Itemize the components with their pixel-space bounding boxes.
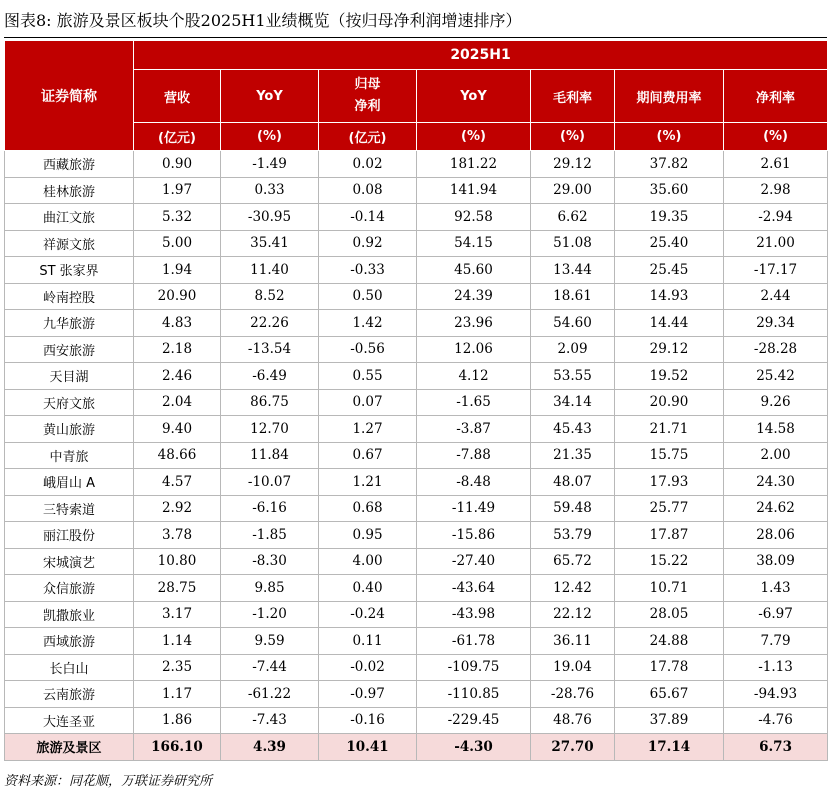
value-cell: -4.76 bbox=[724, 707, 828, 734]
value-cell: 1.97 bbox=[134, 177, 221, 204]
value-cell: 2.35 bbox=[134, 654, 221, 681]
value-cell: 0.33 bbox=[221, 177, 319, 204]
value-cell: 0.11 bbox=[319, 628, 417, 655]
value-cell: 17.78 bbox=[615, 654, 724, 681]
value-cell: 0.67 bbox=[319, 442, 417, 469]
value-cell: 13.44 bbox=[531, 257, 615, 284]
value-cell: -11.49 bbox=[417, 495, 531, 522]
table-row bbox=[5, 151, 828, 178]
header-unit: (亿元) bbox=[134, 123, 221, 151]
value-cell: 18.61 bbox=[531, 283, 615, 310]
value-cell: 1.14 bbox=[134, 628, 221, 655]
security-name-cell: 众信旅游 bbox=[5, 575, 134, 602]
value-cell: 5.32 bbox=[134, 204, 221, 231]
security-name-cell: 长白山 bbox=[5, 654, 134, 681]
value-cell: -30.95 bbox=[221, 204, 319, 231]
table-row bbox=[5, 177, 828, 204]
total-row bbox=[5, 734, 828, 761]
value-cell: -6.49 bbox=[221, 363, 319, 390]
value-cell: 0.68 bbox=[319, 495, 417, 522]
value-cell: 2.92 bbox=[134, 495, 221, 522]
value-cell: 25.40 bbox=[615, 230, 724, 257]
value-cell: 4.57 bbox=[134, 469, 221, 496]
value-cell: 1.43 bbox=[724, 575, 828, 602]
value-cell: -1.85 bbox=[221, 522, 319, 549]
value-cell: 20.90 bbox=[615, 389, 724, 416]
security-name-cell: 中青旅 bbox=[5, 442, 134, 469]
value-cell: -0.14 bbox=[319, 204, 417, 231]
value-cell: 0.08 bbox=[319, 177, 417, 204]
value-cell: 2.98 bbox=[724, 177, 828, 204]
value-cell: 0.55 bbox=[319, 363, 417, 390]
value-cell: 2.44 bbox=[724, 283, 828, 310]
table-row bbox=[5, 389, 828, 416]
value-cell: 22.26 bbox=[221, 310, 319, 337]
total-value-cell: 4.39 bbox=[221, 734, 319, 761]
value-cell: -0.56 bbox=[319, 336, 417, 363]
total-value-cell: -4.30 bbox=[417, 734, 531, 761]
security-name-cell: 岭南控股 bbox=[5, 283, 134, 310]
value-cell: -3.87 bbox=[417, 416, 531, 443]
security-name-cell: 九华旅游 bbox=[5, 310, 134, 337]
value-cell: 22.12 bbox=[531, 601, 615, 628]
value-cell: 7.79 bbox=[724, 628, 828, 655]
security-name-cell: 凯撒旅业 bbox=[5, 601, 134, 628]
value-cell: 2.00 bbox=[724, 442, 828, 469]
value-cell: 29.00 bbox=[531, 177, 615, 204]
header-unit: (%) bbox=[724, 123, 828, 151]
value-cell: 0.50 bbox=[319, 283, 417, 310]
table-row bbox=[5, 601, 828, 628]
value-cell: 48.66 bbox=[134, 442, 221, 469]
value-cell: 2.46 bbox=[134, 363, 221, 390]
value-cell: -61.78 bbox=[417, 628, 531, 655]
value-cell: 53.55 bbox=[531, 363, 615, 390]
security-name-cell: 宋城演艺 bbox=[5, 548, 134, 575]
security-name-cell: 西安旅游 bbox=[5, 336, 134, 363]
value-cell: 36.11 bbox=[531, 628, 615, 655]
value-cell: 65.67 bbox=[615, 681, 724, 708]
value-cell: 1.42 bbox=[319, 310, 417, 337]
table-row bbox=[5, 522, 828, 549]
table-row bbox=[5, 548, 828, 575]
security-name-cell: 云南旅游 bbox=[5, 681, 134, 708]
value-cell: -28.28 bbox=[724, 336, 828, 363]
value-cell: 25.42 bbox=[724, 363, 828, 390]
value-cell: 10.71 bbox=[615, 575, 724, 602]
value-cell: 45.60 bbox=[417, 257, 531, 284]
security-name-cell: 丽江股份 bbox=[5, 522, 134, 549]
value-cell: 28.05 bbox=[615, 601, 724, 628]
value-cell: 92.58 bbox=[417, 204, 531, 231]
security-name-cell: 大连圣亚 bbox=[5, 707, 134, 734]
value-cell: -8.48 bbox=[417, 469, 531, 496]
value-cell: 1.21 bbox=[319, 469, 417, 496]
value-cell: 12.06 bbox=[417, 336, 531, 363]
value-cell: 9.40 bbox=[134, 416, 221, 443]
security-name-cell: 天目湖 bbox=[5, 363, 134, 390]
table-row bbox=[5, 575, 828, 602]
header-period: 2025H1 bbox=[134, 41, 828, 70]
value-cell: -17.17 bbox=[724, 257, 828, 284]
value-cell: -0.02 bbox=[319, 654, 417, 681]
value-cell: 59.48 bbox=[531, 495, 615, 522]
value-cell: 54.15 bbox=[417, 230, 531, 257]
value-cell: -1.13 bbox=[724, 654, 828, 681]
value-cell: -94.93 bbox=[724, 681, 828, 708]
value-cell: -1.20 bbox=[221, 601, 319, 628]
value-cell: 9.59 bbox=[221, 628, 319, 655]
table-row bbox=[5, 469, 828, 496]
security-name-cell: 曲江文旅 bbox=[5, 204, 134, 231]
value-cell: -7.88 bbox=[417, 442, 531, 469]
value-cell: -13.54 bbox=[221, 336, 319, 363]
header-unit: (%) bbox=[417, 123, 531, 151]
source-note: 资料来源：同花顺，万联证券研究所 bbox=[4, 774, 213, 789]
security-name-cell: 西藏旅游 bbox=[5, 151, 134, 178]
value-cell: 29.12 bbox=[615, 336, 724, 363]
value-cell: 35.41 bbox=[221, 230, 319, 257]
value-cell: 48.07 bbox=[531, 469, 615, 496]
value-cell: 20.90 bbox=[134, 283, 221, 310]
value-cell: 11.40 bbox=[221, 257, 319, 284]
value-cell: 23.96 bbox=[417, 310, 531, 337]
value-cell: 19.52 bbox=[615, 363, 724, 390]
total-value-cell: 166.10 bbox=[134, 734, 221, 761]
value-cell: 35.60 bbox=[615, 177, 724, 204]
header-security-name: 证券简称 bbox=[5, 41, 134, 151]
value-cell: -43.64 bbox=[417, 575, 531, 602]
value-cell: 65.72 bbox=[531, 548, 615, 575]
value-cell: 15.22 bbox=[615, 548, 724, 575]
value-cell: 2.04 bbox=[134, 389, 221, 416]
value-cell: -8.30 bbox=[221, 548, 319, 575]
table-row bbox=[5, 442, 828, 469]
value-cell: 2.61 bbox=[724, 151, 828, 178]
value-cell: 12.42 bbox=[531, 575, 615, 602]
value-cell: 24.39 bbox=[417, 283, 531, 310]
value-cell: 0.02 bbox=[319, 151, 417, 178]
value-cell: 181.22 bbox=[417, 151, 531, 178]
value-cell: 28.06 bbox=[724, 522, 828, 549]
value-cell: 141.94 bbox=[417, 177, 531, 204]
value-cell: -1.49 bbox=[221, 151, 319, 178]
value-cell: -2.94 bbox=[724, 204, 828, 231]
value-cell: 34.14 bbox=[531, 389, 615, 416]
value-cell: 12.70 bbox=[221, 416, 319, 443]
header-unit: (%) bbox=[615, 123, 724, 151]
value-cell: 1.27 bbox=[319, 416, 417, 443]
value-cell: 24.88 bbox=[615, 628, 724, 655]
value-cell: 0.90 bbox=[134, 151, 221, 178]
header-unit: (%) bbox=[531, 123, 615, 151]
value-cell: 45.43 bbox=[531, 416, 615, 443]
header-metric: 归母 净利 bbox=[319, 70, 417, 123]
table-row bbox=[5, 230, 828, 257]
header-metric: 毛利率 bbox=[531, 70, 615, 123]
header-unit: (亿元) bbox=[319, 123, 417, 151]
value-cell: 51.08 bbox=[531, 230, 615, 257]
table-row bbox=[5, 681, 828, 708]
table-row bbox=[5, 495, 828, 522]
value-cell: -10.07 bbox=[221, 469, 319, 496]
value-cell: -6.97 bbox=[724, 601, 828, 628]
value-cell: 5.00 bbox=[134, 230, 221, 257]
security-name-cell: 西域旅游 bbox=[5, 628, 134, 655]
value-cell: 9.26 bbox=[724, 389, 828, 416]
header-metric: YoY bbox=[221, 70, 319, 123]
table-row bbox=[5, 628, 828, 655]
header-metric: 营收 bbox=[134, 70, 221, 123]
table-row bbox=[5, 336, 828, 363]
security-name-cell: ST 张家界 bbox=[5, 257, 134, 284]
value-cell: 4.83 bbox=[134, 310, 221, 337]
figure-title: 图表8: 旅游及景区板块个股2025H1业绩概览（按归母净利润增速排序） bbox=[4, 5, 827, 38]
header-metric: YoY bbox=[417, 70, 531, 123]
value-cell: -6.16 bbox=[221, 495, 319, 522]
value-cell: 14.44 bbox=[615, 310, 724, 337]
value-cell: -27.40 bbox=[417, 548, 531, 575]
value-cell: -0.16 bbox=[319, 707, 417, 734]
value-cell: 6.62 bbox=[531, 204, 615, 231]
value-cell: 8.52 bbox=[221, 283, 319, 310]
value-cell: 1.94 bbox=[134, 257, 221, 284]
value-cell: 19.04 bbox=[531, 654, 615, 681]
value-cell: 1.86 bbox=[134, 707, 221, 734]
value-cell: 37.82 bbox=[615, 151, 724, 178]
value-cell: 24.30 bbox=[724, 469, 828, 496]
security-name-cell: 黄山旅游 bbox=[5, 416, 134, 443]
value-cell: -43.98 bbox=[417, 601, 531, 628]
security-name-cell: 三特索道 bbox=[5, 495, 134, 522]
value-cell: -0.24 bbox=[319, 601, 417, 628]
value-cell: 0.95 bbox=[319, 522, 417, 549]
performance-table-container bbox=[4, 40, 827, 761]
value-cell: -110.85 bbox=[417, 681, 531, 708]
value-cell: 9.85 bbox=[221, 575, 319, 602]
header-metric: 净利率 bbox=[724, 70, 828, 123]
value-cell: 4.12 bbox=[417, 363, 531, 390]
value-cell: 19.35 bbox=[615, 204, 724, 231]
value-cell: -7.44 bbox=[221, 654, 319, 681]
security-name-cell: 桂林旅游 bbox=[5, 177, 134, 204]
value-cell: -15.86 bbox=[417, 522, 531, 549]
total-value-cell: 17.14 bbox=[615, 734, 724, 761]
value-cell: 3.17 bbox=[134, 601, 221, 628]
value-cell: 21.35 bbox=[531, 442, 615, 469]
value-cell: 37.89 bbox=[615, 707, 724, 734]
value-cell: 28.75 bbox=[134, 575, 221, 602]
header-unit: (%) bbox=[221, 123, 319, 151]
value-cell: 54.60 bbox=[531, 310, 615, 337]
value-cell: 48.76 bbox=[531, 707, 615, 734]
value-cell: -0.33 bbox=[319, 257, 417, 284]
security-name-cell: 峨眉山 A bbox=[5, 469, 134, 496]
value-cell: 1.17 bbox=[134, 681, 221, 708]
value-cell: 24.62 bbox=[724, 495, 828, 522]
table-row bbox=[5, 283, 828, 310]
value-cell: 21.71 bbox=[615, 416, 724, 443]
security-name-cell: 天府文旅 bbox=[5, 389, 134, 416]
value-cell: -109.75 bbox=[417, 654, 531, 681]
value-cell: 29.12 bbox=[531, 151, 615, 178]
value-cell: -229.45 bbox=[417, 707, 531, 734]
value-cell: 25.77 bbox=[615, 495, 724, 522]
value-cell: 2.09 bbox=[531, 336, 615, 363]
value-cell: -0.97 bbox=[319, 681, 417, 708]
value-cell: 15.75 bbox=[615, 442, 724, 469]
table-row bbox=[5, 654, 828, 681]
value-cell: -7.43 bbox=[221, 707, 319, 734]
value-cell: 14.58 bbox=[724, 416, 828, 443]
table-row bbox=[5, 204, 828, 231]
value-cell: 17.93 bbox=[615, 469, 724, 496]
value-cell: -61.22 bbox=[221, 681, 319, 708]
value-cell: 0.92 bbox=[319, 230, 417, 257]
value-cell: 25.45 bbox=[615, 257, 724, 284]
total-value-cell: 27.70 bbox=[531, 734, 615, 761]
value-cell: 2.18 bbox=[134, 336, 221, 363]
value-cell: 38.09 bbox=[724, 548, 828, 575]
value-cell: -28.76 bbox=[531, 681, 615, 708]
table-row bbox=[5, 363, 828, 390]
table-row bbox=[5, 257, 828, 284]
total-label-cell: 旅游及景区 bbox=[5, 734, 134, 761]
value-cell: 4.00 bbox=[319, 548, 417, 575]
value-cell: 0.40 bbox=[319, 575, 417, 602]
value-cell: 14.93 bbox=[615, 283, 724, 310]
value-cell: 0.07 bbox=[319, 389, 417, 416]
value-cell: 86.75 bbox=[221, 389, 319, 416]
value-cell: 17.87 bbox=[615, 522, 724, 549]
value-cell: 11.84 bbox=[221, 442, 319, 469]
table-row bbox=[5, 310, 828, 337]
total-value-cell: 6.73 bbox=[724, 734, 828, 761]
value-cell: 29.34 bbox=[724, 310, 828, 337]
security-name-cell: 祥源文旅 bbox=[5, 230, 134, 257]
value-cell: 21.00 bbox=[724, 230, 828, 257]
table-row bbox=[5, 707, 828, 734]
table-row bbox=[5, 416, 828, 443]
header-metric: 期间费用率 bbox=[615, 70, 724, 123]
value-cell: -1.65 bbox=[417, 389, 531, 416]
total-value-cell: 10.41 bbox=[319, 734, 417, 761]
performance-table bbox=[4, 40, 828, 761]
value-cell: 10.80 bbox=[134, 548, 221, 575]
value-cell: 53.79 bbox=[531, 522, 615, 549]
value-cell: 3.78 bbox=[134, 522, 221, 549]
